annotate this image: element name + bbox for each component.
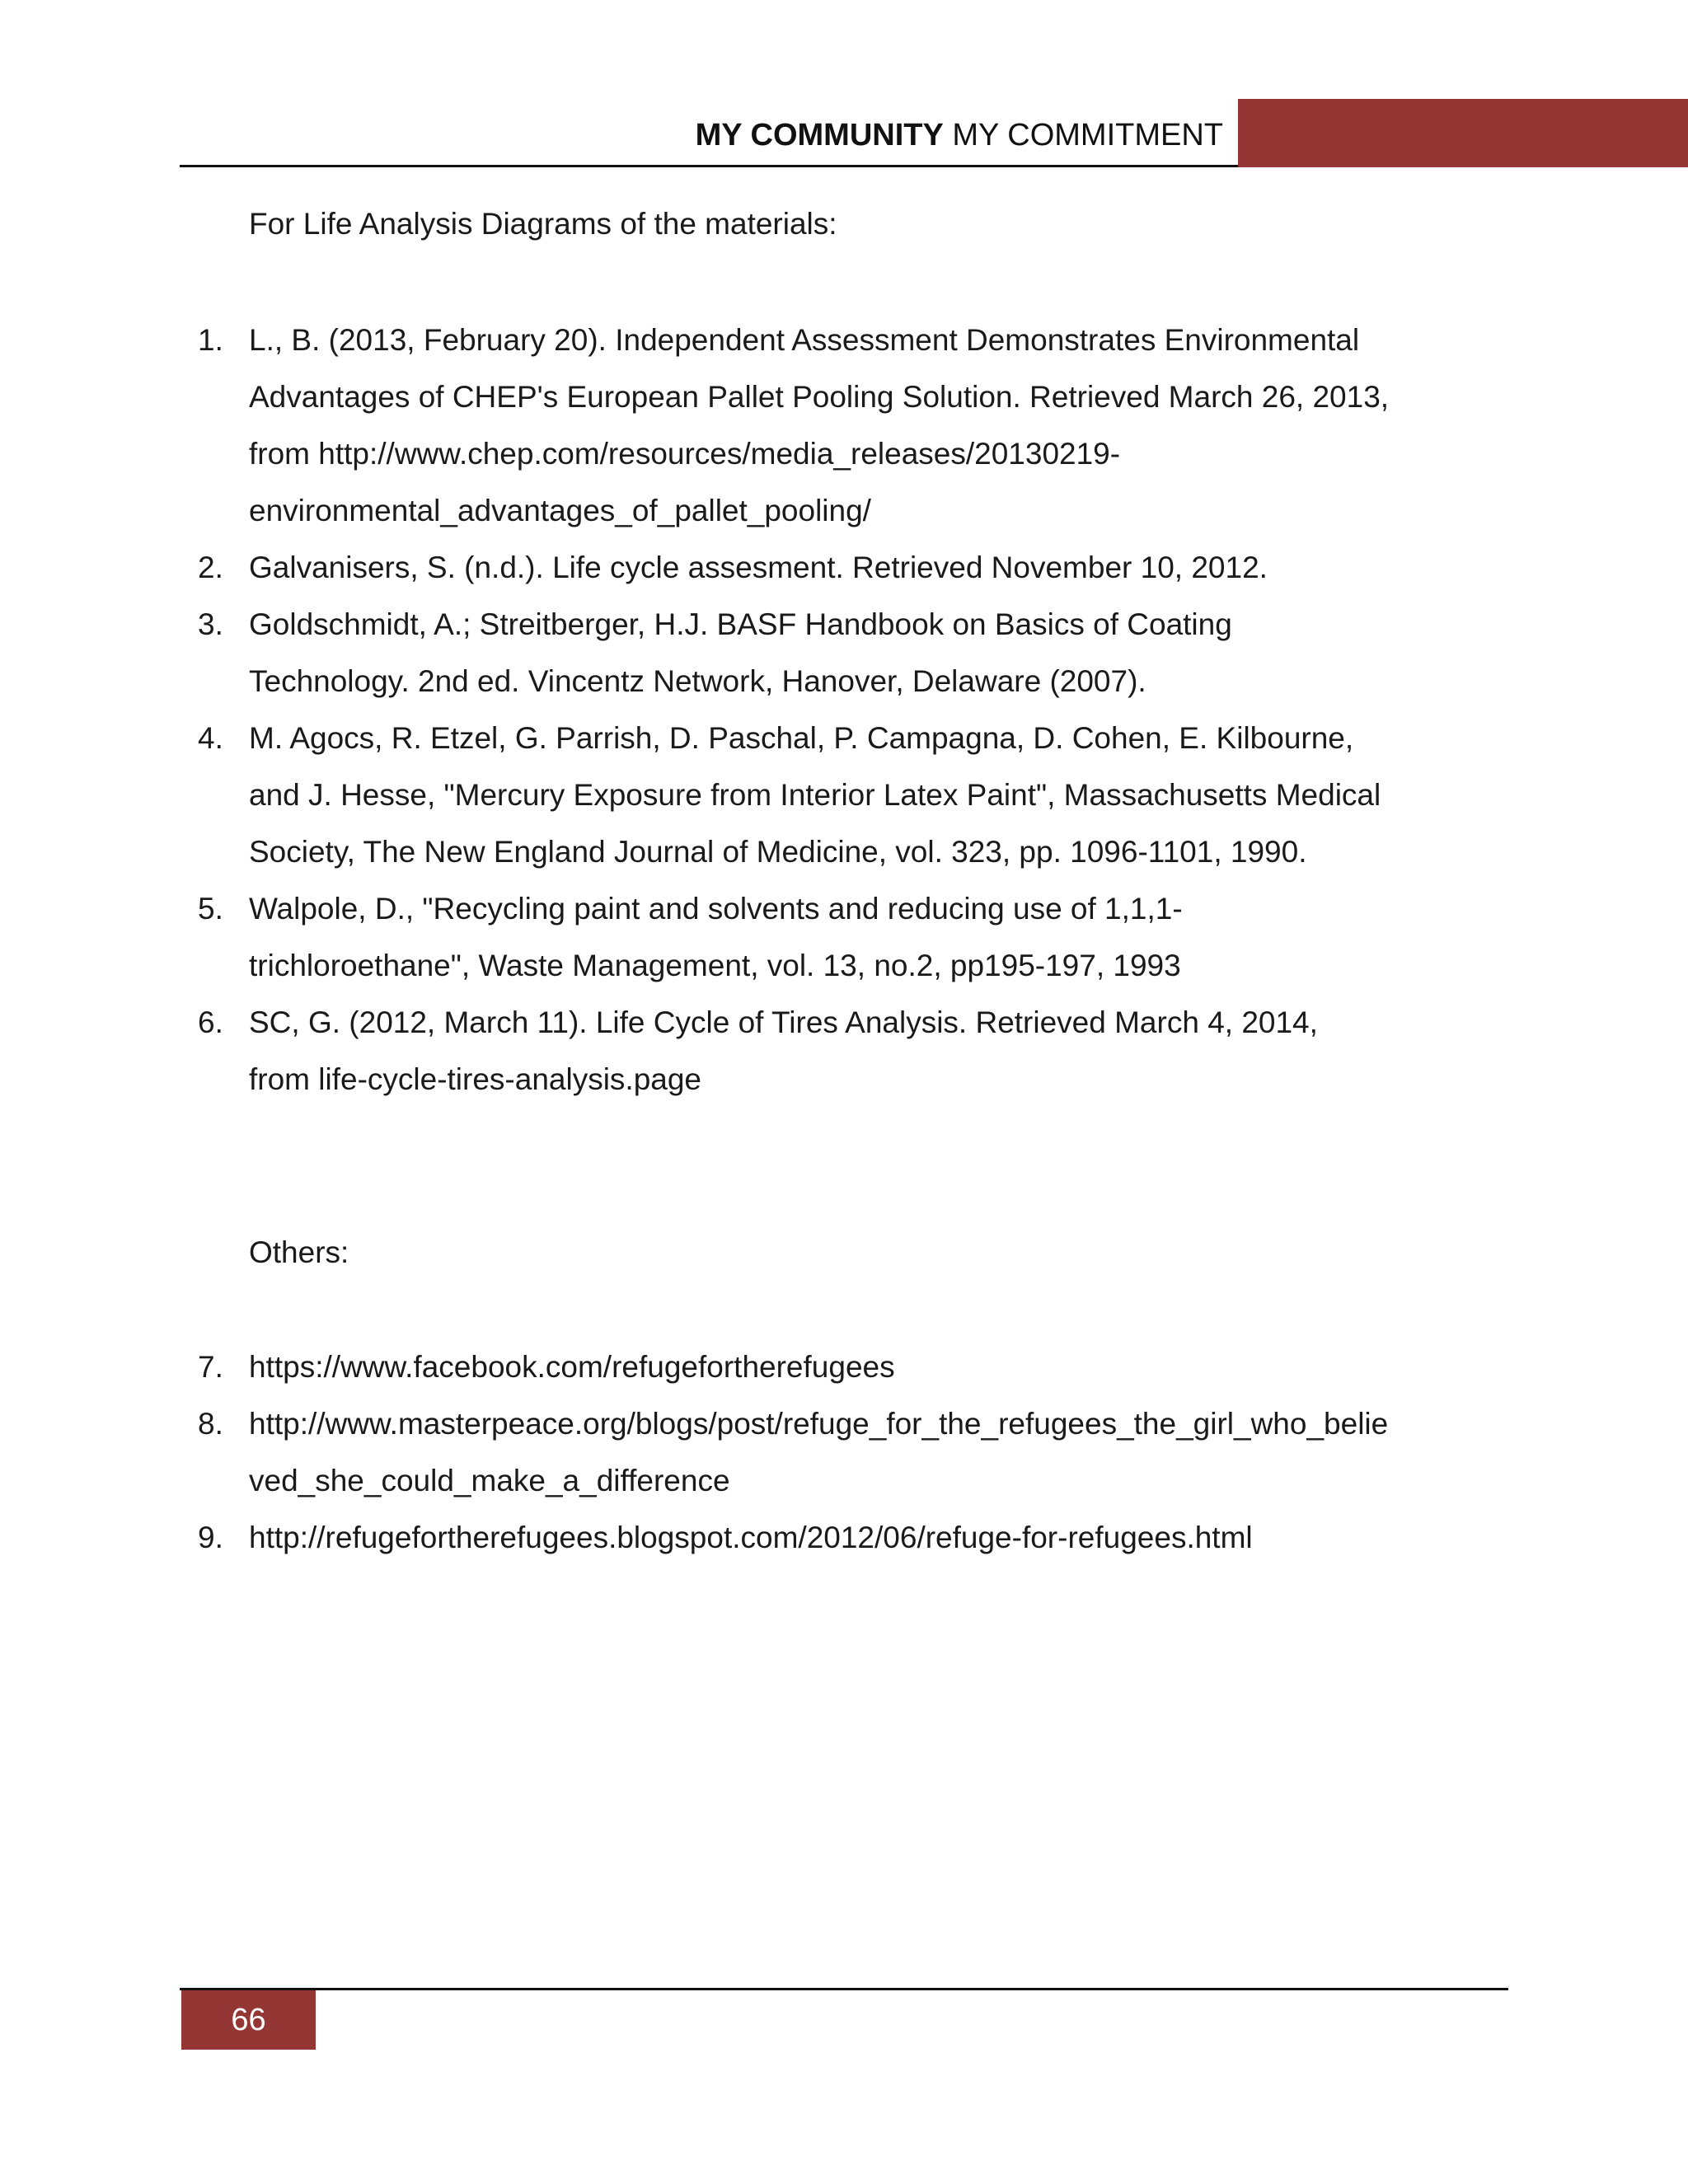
reference-text-line: Goldschmidt, A.; Streitberger, H.J. BASF Handbook on Basics of Coating [249,607,1232,641]
reference-item [0,994,1502,1108]
reference-number: 7. [198,1350,223,1384]
reference-number: 1. [198,323,223,357]
reference-item [0,880,1502,994]
page-number-badge: 66 [181,1990,316,2050]
reference-text-line: Advantages of CHEP's European Pallet Pooling Solution. Retrieved March 26, 2013, [249,380,1390,414]
reference-item [0,1338,1502,1395]
reference-text-line: L., B. (2013, February 20). Independent Assessment Demonstrates Environmental [249,323,1360,357]
reference-number: 3. [198,607,223,641]
reference-number: 4. [198,721,223,755]
reference-number: 9. [198,1521,223,1554]
reference-item [0,539,1502,596]
running-header-title [696,115,1223,155]
reference-text-line: http://refugefortherefugees.blogspot.com/2012/06/refuge-for-refugees.html [249,1521,1253,1554]
reference-text-line: M. Agocs, R. Etzel, G. Parrish, D. Paschal, P. Campagna, D. Cohen, E. Kilbourne, [249,721,1354,755]
reference-number: 5. [198,892,223,926]
reference-text-line: Technology. 2nd ed. Vincentz Network, Hanover, Delaware (2007). [249,664,1146,698]
materials-heading: For Life Analysis Diagrams of the materials: [249,207,837,241]
header-rule [180,165,1238,167]
reference-text-line: trichloroethane", Waste Management, vol. 13, no.2, pp195-197, 1993 [249,949,1181,982]
reference-text-line: https://www.facebook.com/refugefortherefugees [249,1350,895,1384]
reference-item [0,312,1502,539]
reference-text-line: from http://www.chep.com/resources/media_releases/20130219- [249,437,1121,471]
reference-item [0,1395,1502,1509]
reference-number: 2. [198,551,223,584]
header-accent-block [1238,99,1688,167]
materials-reference-list [0,312,1688,1108]
reference-item [0,596,1502,710]
reference-item [0,710,1502,880]
reference-text-line: environmental_advantages_of_pallet_pooling/ [249,494,871,527]
reference-text-line: from life-cycle-tires-analysis.page [249,1062,702,1096]
header-title-strong: MY COMMUNITY [695,118,944,152]
reference-text-line: SC, G. (2012, March 11). Life Cycle of Tires Analysis. Retrieved March 4, 2014, [249,1005,1318,1039]
footer-rule [180,1988,1508,1990]
reference-text-line: Society, The New England Journal of Medicine, vol. 323, pp. 1096-1101, 1990. [249,835,1307,869]
reference-text-line: Galvanisers, S. (n.d.). Life cycle assesment. Retrieved November 10, 2012. [249,551,1268,584]
reference-text-line: http://www.masterpeace.org/blogs/post/refuge_for_the_refugees_the_girl_who_belie [249,1407,1389,1441]
other-reference-list [0,1338,1688,1566]
reference-number: 8. [198,1407,223,1441]
header-title-rest: MY COMMITMENT [943,118,1223,152]
reference-text-line: and J. Hesse, "Mercury Exposure from Interior Latex Paint", Massachusetts Medical [249,778,1381,812]
reference-text-line: Walpole, D., "Recycling paint and solvents and reducing use of 1,1,1- [249,892,1183,926]
reference-text-line: ved_she_could_make_a_difference [249,1464,730,1497]
reference-number: 6. [198,1005,223,1039]
reference-item [0,1509,1502,1566]
others-heading: Others: [249,1235,349,1269]
